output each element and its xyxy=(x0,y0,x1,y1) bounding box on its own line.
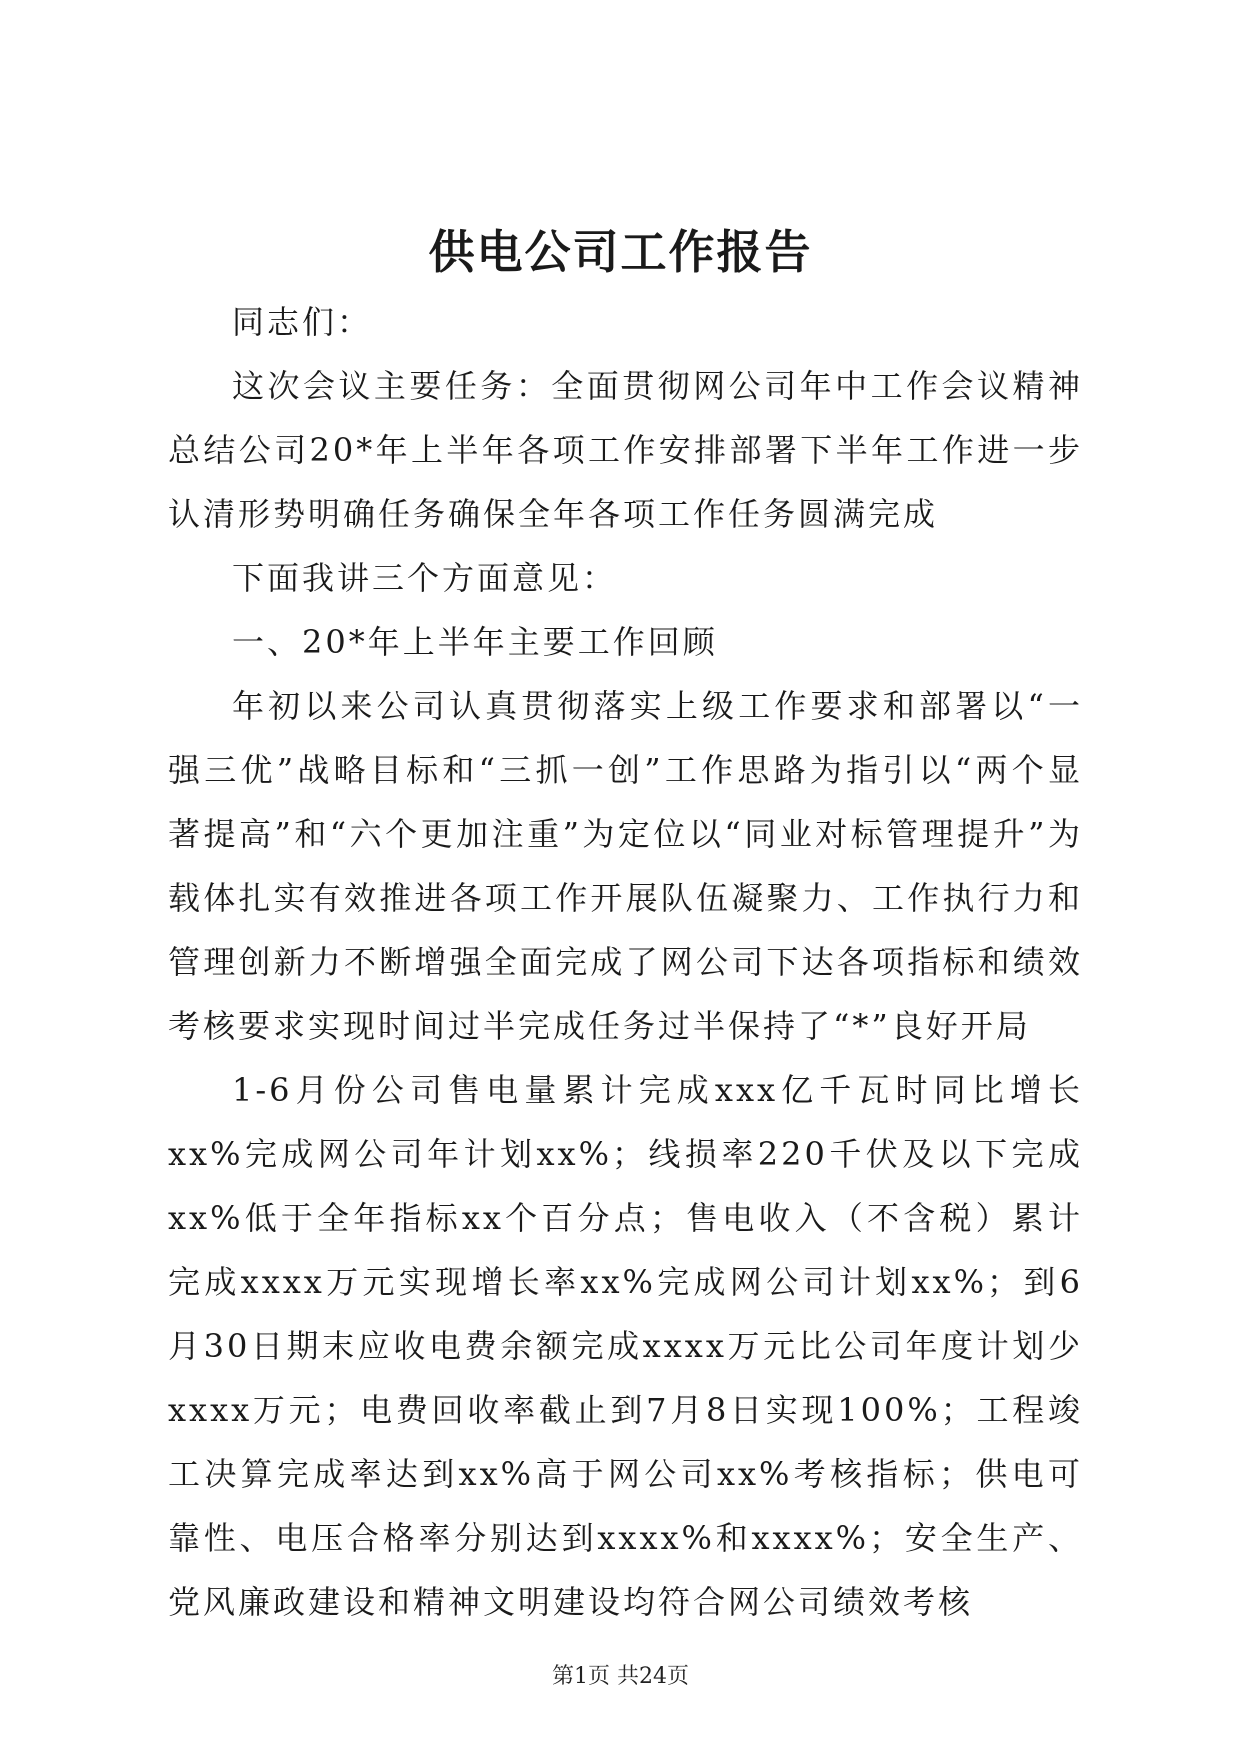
document-body xyxy=(168,290,1083,1634)
metrics-paragraph: 1-6月份公司售电量累计完成xxx亿千瓦时同比增长xx%完成网公司年计划xx%；线损率220千伏及以下完成xx%低于全年指标xx个百分点；售电收入（不含税）累计完成xxxx万元实现增长率xx%完成网公司计划xx%；到6月30日期末应收电费余额完成xxxx万元比公司年度计划少xxxx万元；电费回收率截止到7月8日实现100%；工程竣工决算完成率达到xx%高于网公司xx%考核指标；供电可靠性、电压合格率分别达到xxxx%和xxxx%；安全生产、党风廉政建设和精神文明建设均符合网公司绩效考核 xyxy=(168,1071,1083,1621)
salutation-paragraph: 同志们： xyxy=(232,303,373,341)
review-paragraph: 年初以来公司认真贯彻落实上级工作要求和部署以“一强三优”战略目标和“三抓一创”工作思路为指引以“两个显著提高”和“六个更加注重”为定位以“同业对标管理提升”为载体扎实有效推进各项工作开展队伍凝聚力、工作执行力和管理创新力不断增强全面完成了网公司下达各项指标和绩效考核要求实现时间过半完成任务过半保持了“*”良好开局 xyxy=(168,687,1083,1045)
page-number-footer: 第1页 共24页 xyxy=(552,1664,689,1689)
document-title: 供电公司工作报告 xyxy=(428,225,813,279)
intro-paragraph: 下面我讲三个方面意见： xyxy=(232,559,618,597)
section-heading: 一、20*年上半年主要工作回顾 xyxy=(232,623,718,661)
meeting-task-paragraph: 这次会议主要任务：全面贯彻网公司年中工作会议精神总结公司20*年上半年各项工作安排部署下半年工作进一步认清形势明确任务确保全年各项工作任务圆满完成 xyxy=(168,367,1083,533)
